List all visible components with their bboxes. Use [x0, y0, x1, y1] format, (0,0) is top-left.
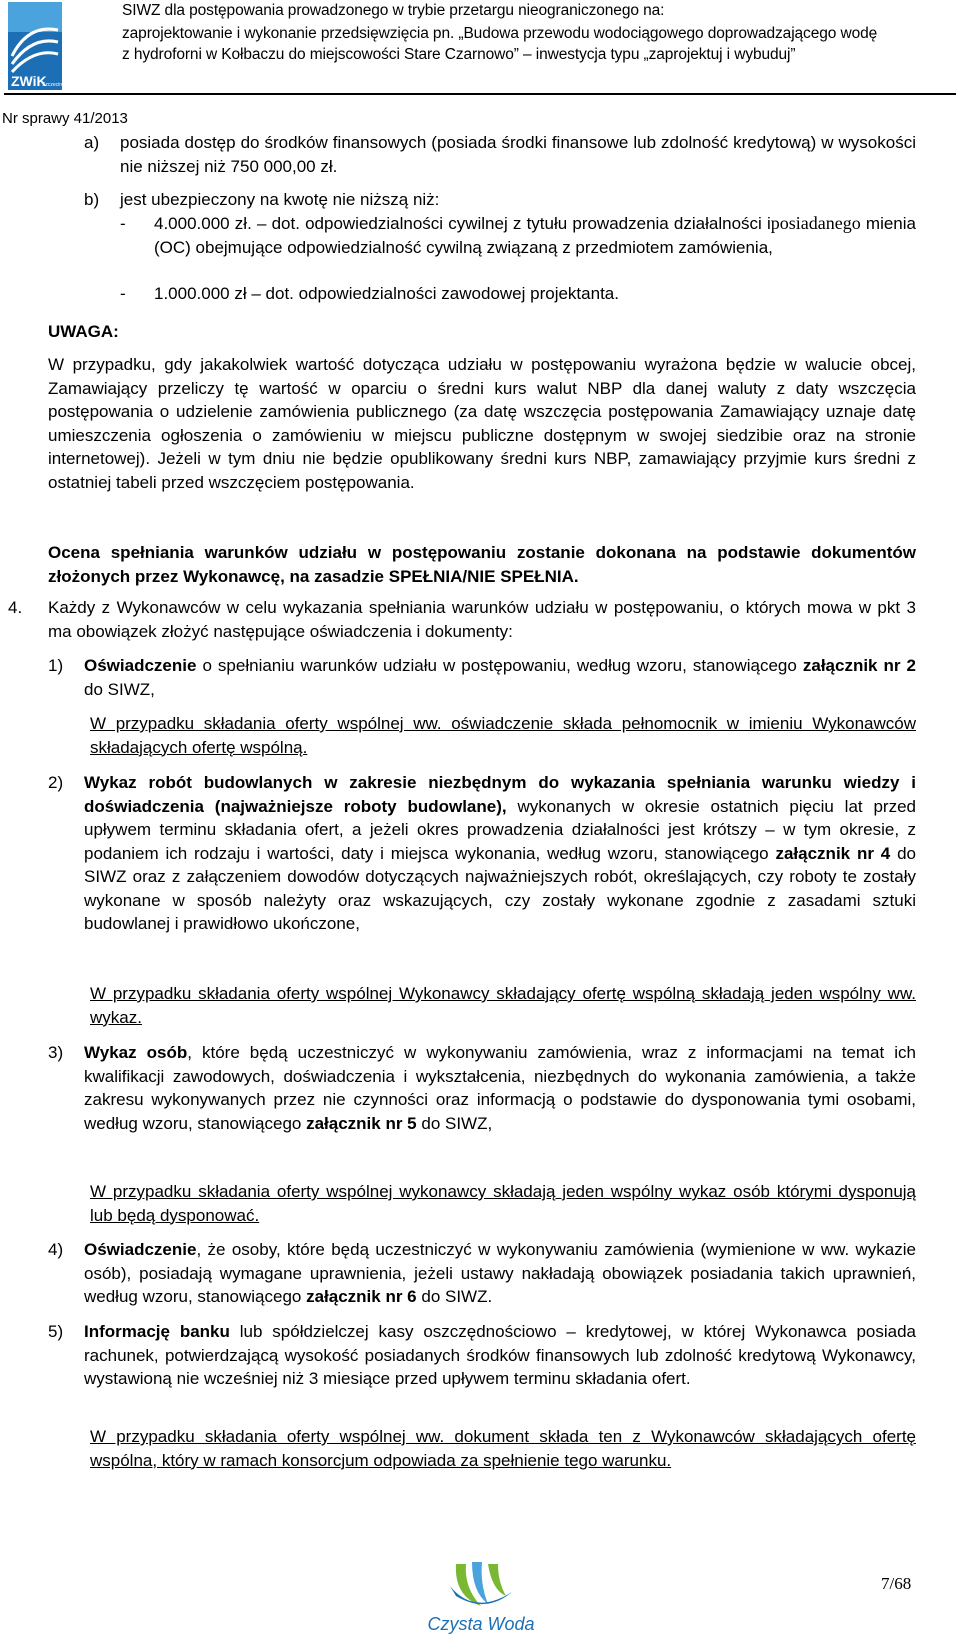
svg-text:Czysta Woda: Czysta Woda	[427, 1614, 535, 1634]
item-1-label: 1)	[48, 656, 64, 675]
item-3-text: Wykaz osób, które będą uczestniczyć w wykonywaniu zamówienia, wraz z informacjami na temat ich kwalifikacji zawodowych, doświadczenia i wykształcenia, niezbędnych do wykonania zamówienia, a także zakresu wykonywanych przez nie czynności oraz informacją o podstawie do dysponowania tymi osobami, według wzoru, stanowiącego załącznik nr 5 do SIWZ,	[84, 1043, 916, 1133]
item-a-label: a)	[84, 133, 100, 152]
czysta-woda-logo	[426, 1556, 536, 1636]
svg-text:ZWiK: ZWiK	[11, 73, 47, 89]
zwik-logo	[8, 2, 62, 90]
case-number: Nr sprawy 41/2013	[2, 110, 128, 127]
item-2-label: 2)	[48, 773, 64, 792]
item-5-label: 5)	[48, 1322, 64, 1341]
item-5-text: Informację banku lub spółdzielczej kasy oszczędnościowo – kredytowej, w której Wykonawca posiada rachunek, potwierdzającą wysokość posiadanych środków finansowych lub zdolność kredytową Wykonawcy, wystawioną nie wcześniej niż 3 miesiące przed upływem terminu składania ofert.	[84, 1322, 916, 1388]
item-4-text: Oświadczenie, że osoby, które będą uczestniczyć w wykonywaniu zamówienia (wymienione w ww. wykazie osób), posiadają wymagane uprawnienia, jeżeli ustawy nakładają obowiązek posiadania takich uprawnień, według wzoru, stanowiącego załącznik nr 6 do SIWZ.	[84, 1240, 916, 1306]
section-4-text: Każdy z Wykonawców w celu wykazania spełniania warunków udziału w postępowaniu, o których mowa w pkt 3 ma obowiązek złożyć następujące oświadczenia i dokumenty:	[48, 598, 916, 641]
section-4-label: 4.	[8, 598, 23, 617]
ocena-paragraph: Ocena spełniania warunków udziału w postępowaniu zostanie dokonana na podstawie dokumentów złożonych przez Wykonawcę, na zasadzie SPEŁNIA/NIE SPEŁNIA.	[48, 543, 916, 586]
item-4-label: 4)	[48, 1240, 64, 1259]
item-5-note: W przypadku składania oferty wspólnej ww. dokument składa ten z Wykonawców składających ofertę wspólna, który w ramach konsorcjum odpowiada za spełnienie tego warunku.	[90, 1427, 916, 1470]
item-2-note: W przypadku składania oferty wspólnej Wykonawcy składający ofertę wspólną składają jeden wspólny ww. wykaz.	[90, 984, 916, 1027]
svg-text:Szczecin: Szczecin	[42, 82, 62, 88]
page-number: 7/68	[881, 1574, 912, 1593]
item-2-text: Wykaz robót budowlanych w zakresie niezbędnym do wykazania spełniania warunku wiedzy i doświadczenia (najważniejsze roboty budowlane), wykonanych w okresie ostatnich pięciu lat przed upływem terminu składania ofert, a jeżeli okres prowadzenia działalności jest krótszy – w tym okresie, z podaniem ich rodzaju i wartości, daty i miejsca wykonania, według wzoru, stanowiącego załącznik nr 4 do SIWZ oraz z załączeniem dowodów dotyczących najważniejszych robót, określających, czy roboty te zostały wykonane w sposób należyty oraz wskazujących, czy zostały wykonane zgodnie z zasadami sztuki budowlanej i prawidłowo ukończone,	[84, 773, 916, 933]
header-project-line-1: zaprojektowanie i wykonanie przedsięwzięcia pn. „Budowa przewodu wodociągowego doprowadzającego wodę	[122, 25, 878, 42]
item-1-note: W przypadku składania oferty wspólnej ww. oświadczenie składa pełnomocnik w imieniu Wykonawców składających ofertę wspólną.	[90, 714, 916, 757]
item-b-2: 1.000.000 zł – dot. odpowiedzialności zawodowej projektanta.	[154, 284, 619, 303]
item-b-text: jest ubezpieczony na kwotę nie niższą niż:	[120, 190, 440, 209]
dash-2: -	[120, 284, 126, 303]
item-a-text: posiada dostęp do środków finansowych (posiada środki finansowe lub zdolność kredytową) w wysokości nie niższej niż 750 000,00 zł.	[120, 133, 916, 176]
uwaga-heading: UWAGA:	[48, 322, 119, 341]
header-project-line-2: z hydroforni w Kołbaczu do miejscowości Stare Czarnowo” – inwestycja typu „zaprojektuj i wybuduj”	[122, 46, 796, 63]
item-1-text: Oświadczenie o spełnianiu warunków udziału w postępowaniu, według wzoru, stanowiącego załącznik nr 2 do SIWZ,	[84, 656, 916, 699]
item-3-label: 3)	[48, 1043, 64, 1062]
item-b-1: 4.000.000 zł. – dot. odpowiedzialności cywilnej z tytułu prowadzenia działalności iposiadanego mienia (OC) obejmujące odpowiedzialność cywilną związaną z przedmiotem zamówienia,	[154, 213, 916, 257]
header-divider	[4, 93, 956, 95]
dash-1: -	[120, 214, 126, 233]
item-3-note: W przypadku składania oferty wspólnej wykonawcy składają jeden wspólny wykaz osób którymi dysponują lub będą dysponować.	[90, 1182, 916, 1225]
currency-paragraph: W przypadku, gdy jakakolwiek wartość dotycząca udziału w postępowaniu wyrażona będzie w walucie obcej, Zamawiający przeliczy tę wartość w oparciu o średni kurs walut NBP dla danej waluty z daty wszczęcia postępowania o udzielenie zamówienia publicznego (za datę wszczęcia postępowania Zamawiający uznaje datę umieszczenia ogłoszenia o zamówieniu w miejscu publiczne dostępnym w swojej siedzibie oraz na stronie internetowej). Jeżeli w tym dniu nie będzie opublikowany średni kurs NBP, zamawiający przyjmie kurs średni z ostatniej tabeli przed wszczęciem postępowania.	[48, 355, 916, 492]
item-b-label: b)	[84, 190, 100, 209]
header-title: SIWZ dla postępowania prowadzonego w trybie przetargu nieograniczonego na:	[122, 2, 665, 19]
